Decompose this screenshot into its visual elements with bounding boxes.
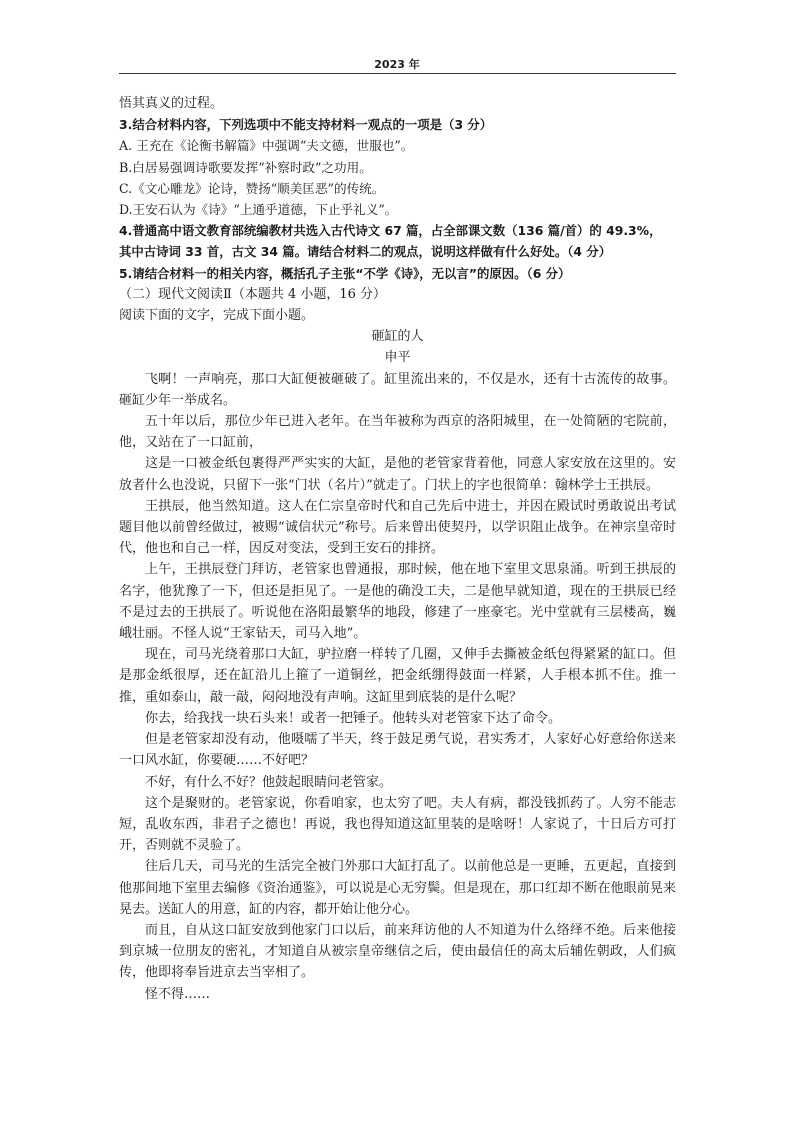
story-paragraph: 飞啊！一声响亮，那口大缸便被砸破了。缸里流出来的，不仅是水，还有十古流传的故事。砸缸少年一举成名。 bbox=[119, 371, 676, 408]
page-content bbox=[119, 93, 676, 1005]
story-paragraph: 但是老管家却没有动，他嗫嚅了半天，终于鼓足勇气说，君实秀才，人家好心好意给你送来一口风水缸，你要硬……不好吧？ bbox=[119, 732, 676, 769]
question-4-line-2: 其中古诗词 33 首，古文 34 篇。请结合材料二的观点，说明这样做有什么好处。（4 分） bbox=[119, 244, 612, 260]
story-author: 申平 bbox=[384, 350, 411, 366]
story-paragraph: 现在，司马光绕着那口大缸，驴拉磨一样转了几圈，又伸手去撕被金纸包得紧紧的缸口。但是那金纸很厚，还在缸沿儿上箍了一道铜丝，把金纸绷得鼓面一样紧，人手根本抓不住。推一推，重如泰山，敲一敲，闷闷地没有声响。这缸里到底装的是什么呢？ bbox=[119, 647, 676, 705]
page-header-year: 2023 年 bbox=[374, 58, 420, 71]
story-paragraph: 上午，王拱辰登门拜访，老管家也曾通报，那时候，他在地下室里文思泉涌。听到王拱辰的名字，他犹豫了一下，但还是拒见了。一是他的确没工夫，二是他早就知道，现在的王拱辰已经不是过去的王拱辰了。听说他在洛阳最繁华的地段，修建了一座豪宅。光中堂就有三层楼高，巍峨壮丽。不怪人说“王家钻天，司马入地”。 bbox=[119, 562, 676, 642]
question-3-stem: 3.结合材料内容，下列选项中不能支持材料一观点的一项是（3 分） bbox=[119, 117, 493, 133]
question-3-option-d: D.王安石认为《诗》“上通乎道德，下止乎礼义”。 bbox=[119, 202, 398, 218]
story-paragraph: 这个是聚财的。老管家说，你看咱家，也太穷了吧。夫人有病，都没钱抓药了。人穷不能志短，乱收东西，非君子之德也！再说，我也得知道这缸里装的是啥呀！人家说了，十日后方可打开，否则就不灵验了。 bbox=[119, 795, 676, 854]
story-paragraph: 你去，给我找一块石头来！或者一把锤子。他转头对老管家下达了命令。 bbox=[145, 710, 562, 726]
section-instruction: 阅读下面的文字，完成下面小题。 bbox=[119, 308, 315, 324]
section-heading: （二）现代文阅读Ⅱ（本题共 4 小题，16 分） bbox=[119, 286, 387, 302]
story-paragraph: 怪不得…… bbox=[145, 986, 211, 1002]
story-paragraph: 不好，有什么不好？他鼓起眼睛问老管家。 bbox=[145, 774, 393, 790]
question-3-option-b: B.白居易强调诗歌要发挥“补察时政”之功用。 bbox=[119, 159, 372, 175]
story-paragraph: 五十年以后，那位少年已进入老年。在当年被称为西京的洛阳城里，在一处简陋的宅院前，他，又站在了一口缸前， bbox=[119, 414, 676, 451]
question-3-option-c: C.《文心雕龙》论诗，赞扬“顺美匡恶”的传统。 bbox=[119, 180, 385, 196]
question-5: 5.请结合材料一的相关内容，概括孔子主张“不学《诗》，无以言”的原因。（6 分） bbox=[119, 265, 571, 281]
question-4-line-1: 4.普通高中语文教育部统编教材共选入古代诗文 67 篇，占全部课文数（136 篇/首）的 49.3%， bbox=[119, 223, 662, 239]
story-paragraph: 而且，自从这口缸安放到他家门口以后，前来拜访他的人不知道为什么络绎不绝。后来他接到京城一位朋友的密礼，才知道自从被宗皇帝继信之后，使由最信任的高太后辅佐朝政，人们疯传，他即将奉旨进京去当宰相了。 bbox=[119, 922, 676, 981]
question-3-option-a: A. 王充在《论衡书解篇》中强调“夫文德，世服也”。 bbox=[119, 138, 414, 154]
header-rule bbox=[119, 73, 676, 74]
story-paragraph: 往后几天，司马光的生活完全被门外那口大缸打乱了。以前他总是一更睡，五更起，直接到他那间地下室里去编修《资治通鉴》，可以说是心无穷鬓。但是现在，那口红却不断在他眼前晃来晃去。送缸人的用意，缸的内容，都开始让他分心。 bbox=[119, 859, 676, 917]
story-title: 砸缸的人 bbox=[371, 329, 424, 345]
story-paragraph: 王拱辰，他当然知道。这人在仁宗皇帝时代和自己先后中进士，并因在殿试时勇敢说出考试题目他以前曾经做过，被赐“诚信状元”称号。后来曾出使契丹，以学识阻止战争。在神宗皇帝时代，他也和自己一样，因反对变法，受到王安石的排挤。 bbox=[119, 498, 676, 557]
story-paragraph: 这是一口被金纸包裹得严严实实的大缸，是他的老管家背着他，同意人家安放在这里的。安放者什么也没说，只留下一张“门状（名片）”就走了。门状上的字也很简单：翰林学士王拱辰。 bbox=[119, 456, 676, 493]
intro-fragment: 悟其真义的过程。 bbox=[119, 96, 224, 111]
